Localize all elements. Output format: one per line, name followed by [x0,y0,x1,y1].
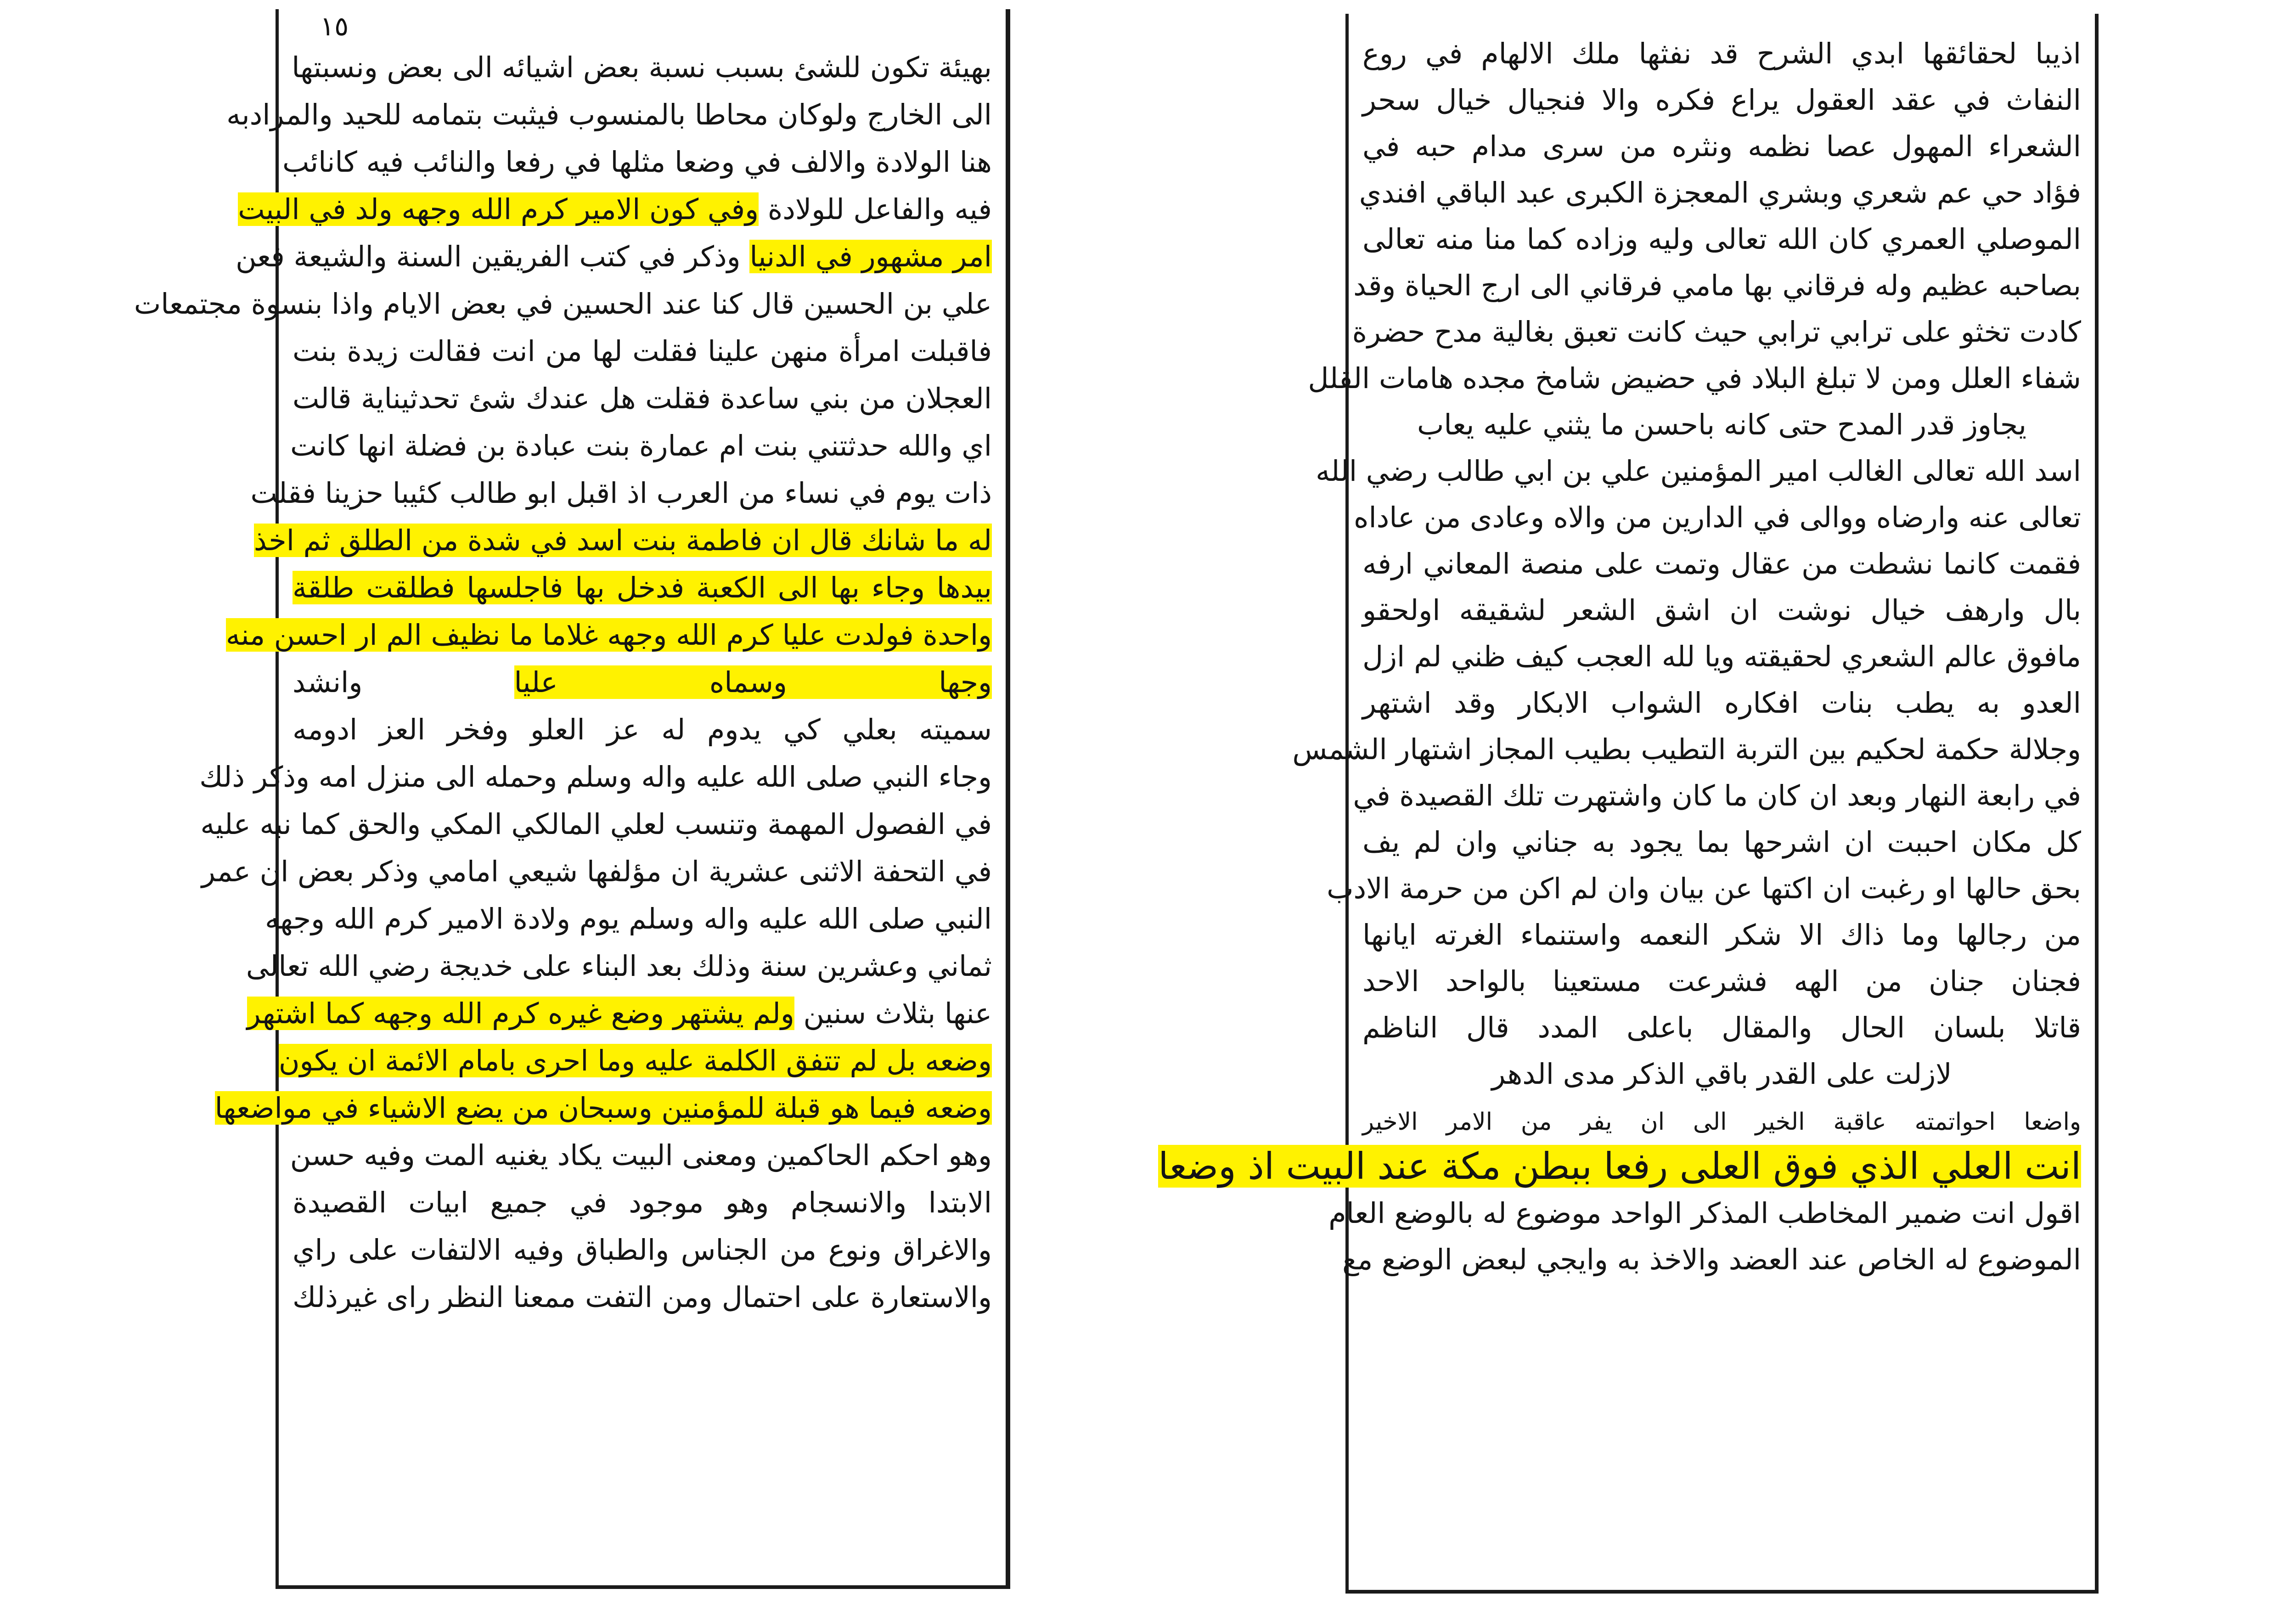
left-page-line [293,708,992,755]
line-text: اي والله حدثتني بنت ام عمارة بنت عبادة بن فضلة انها كانت [290,429,992,462]
line-text: هنا الولادة والالف في وضعا مثلها في رفعا والنائب فيه كانائب [282,145,992,179]
line-text: وهو احكم الحاكمين ومعنى البيت يكاد يغنيه المت وفيه حسن [290,1138,992,1172]
line-text: اقول انت ضمير المخاطب المذكر الواحد موضوع له بالوضع العام [1328,1196,2081,1230]
left-page-line [282,141,992,188]
line-text: تعالى عنه وارضاه ووالى في الدارين من والاه وعادى من عاداه [1353,501,2081,534]
line-text: النبي صلى الله عليه واله وسلم يوم ولادة الامير كرم الله وجهه [264,902,992,935]
line-text: ذات يوم في نساء من العرب اذ اقبل ابو طالب كئيبا حزينا فقلت [250,476,992,510]
left-page-line [225,614,992,661]
line-text: الشعراء المهول عصا نظمه ونثره من سرى مدام حبه في [1362,130,2081,163]
middle-page-line [1353,774,2081,821]
left-page-line [290,424,992,472]
middle-page-line [1362,913,2081,960]
middle-page-line [1362,32,2081,79]
line-text: في التحفة الاثنى عشرية ان مؤلفها شيعي امامي وذكر بعض ان عمر [201,855,992,888]
middle-page-line [1362,589,2081,635]
line-text: اسد الله تعالى الغالب امير المؤمنين علي بن ابي طالب رضي الله [1316,454,2081,488]
line-text: في الفصول المهمة وتنسب لعلي المالكي المكي والحق كما نبه عليه [200,807,992,841]
left-page-text-block [134,46,992,1323]
left-page-line [293,1276,992,1323]
middle-page-text-block [1158,32,2081,1284]
highlighted-text: ولم يشتهر وضع غيره كرم الله وجهه كما اشتهر [247,997,794,1030]
line-text: قاتلا بلسان الحال والمقال باعلى المدد قال الناظم [1362,1011,2081,1044]
highlighted-text: وضعه فيما هو قبلة للمؤمنين وسبحان من يضع الاشياء في مواضعها [214,1091,992,1125]
left-page-line [293,330,992,377]
line-text: العدو به يطب بنات افكاره الشواب الابكار وقد اشتهر [1362,686,2081,720]
line-text: بحق حالها او رغبت ان اكتها عن بيان وان لم اكن من حرمة الادب [1327,872,2081,905]
line-text: في رابعة النهار وبعد ان كان ما كان واشتهرت تلك القصيدة في [1353,779,2081,812]
line-text: ثماني وعشرين سنة وذلك بعد البناء على خديجة رضي الله تعالى [246,949,992,983]
line-text: الموضوع له الخاص عند العضد والاخذ به وايجي لبعض الوضع مع [1342,1243,2081,1276]
line-text: فؤاد حي عم شعري وبشري المعجزة الكبرى عبد الباقي افندي [1359,176,2081,209]
line-text: الى الخارج ولوكان محاطا بالمنسوب فيثبت بتمامه للحيد والمرادبه [226,98,992,131]
line-text: بال وارهف خيال نوشت ان اشق الشعر لشقيقه اولحقو [1362,593,2081,627]
middle-page-line [1342,1238,2081,1284]
line-text: فقمت كانما نشطت من عقال وتمت على منصة المعاني ارفه [1362,547,2081,580]
line-text: وجاء النبي صلى الله عليه واله وسلم وحمله الى منزل امه وذكر ذلك [199,760,992,794]
left-page-line [200,803,992,850]
middle-page-line [1316,450,2081,496]
highlighted-text: وضعه بل لم تتفق الكلمة عليه وما احرى بامام الائمة ان يكون [278,1044,992,1077]
line-text: عنها بثلاث سنين [803,997,992,1030]
line-text: فاقبلت امرأة منهن علينا فقلت لها من انت فقالت زيدة بنت [293,334,992,368]
line-text: سميته بعلي كي يدوم له عز العلو وفخر العز ادومه [293,713,992,746]
line-text: النفاث في عقد العقول يراع فكره والا فنجيال خيال سحر [1362,83,2081,117]
left-page-line [264,897,992,945]
left-page-line [293,46,992,93]
middle-page-line [1362,542,2081,589]
line-text-tail: وذكر في كتب الفريقين السنة والشيعة فعن [236,240,741,273]
highlighted-text: وفي كون الامير كرم الله وجهه ولد في البيت [238,192,759,226]
left-page-line [293,1181,992,1228]
left-page-line [247,992,992,1039]
line-text: فجنان جنان من الهه فشرعت مستعينا بالواحد الاحد [1362,964,2081,998]
line-text: كل مكان احببت ان اشرحها بما يجود به جناني وان لم يف [1362,825,2081,859]
middle-page-line [1327,867,2081,913]
left-page-line [236,235,992,282]
middle-page-line [1362,1053,2081,1099]
line-text: واضعا احواتمته عاقبة الخير الى ان يفر من الامر الاخير [1362,1108,2081,1136]
line-text: علي بن الحسين قال كنا عند الحسين في بعض الايام واذا بنسوة مجتمعات [134,287,992,321]
left-page-line [199,755,992,803]
middle-page-line [1352,310,2081,357]
middle-page-line [1353,496,2081,542]
highlighted-text: وجها وسماه عليا [514,665,992,699]
line-text-tail: وانشد [293,665,363,699]
left-page-line [293,1228,992,1276]
manuscript-page-left [134,9,1010,1589]
folio-number: ١٥ [320,11,349,42]
middle-page-line [1158,1145,2081,1192]
line-text: العجلان من بني ساعدة فقلت هل عندك شئ تحدثيناية قالت [293,382,992,415]
middle-page-line [1362,218,2081,264]
left-page-line [134,282,992,330]
middle-page-line [1359,171,2081,218]
highlighted-text: واحدة فولدت عليا كرم الله وجهه غلاما ما نظيف الم ار احسن منه [225,618,992,652]
left-page-line [214,1087,992,1134]
line-text: الابتدا والانسجام وهو موجود في جميع ابيات القصيدة [293,1186,992,1219]
middle-page-line [1328,1192,2081,1238]
left-page-line [290,1134,992,1181]
middle-page-line [1353,264,2081,310]
line-text: مافوق عالم الشعري لحقيقته ويا لله العجب كيف ظني لم ازل [1362,640,2081,673]
line-text: الموصلي العمري كان الله تعالى وليه وزاده كما منا منه تعالى [1362,222,2081,256]
line-text: فيه والفاعل للولادة [767,192,992,226]
middle-page-line [1362,1006,2081,1053]
left-page-line [293,661,992,708]
line-text: اذيبا لحقائقها ابدي الشرح قد نفثها ملك الالهام في روع [1362,37,2081,70]
highlighted-text: امر مشهور في الدنيا [749,240,992,273]
highlighted-text: له ما شانك قال ان فاطمة بنت اسد في شدة من الطلق ثم اخذ [253,524,992,557]
left-page-line [293,566,992,614]
line-text: لازلت على القدر باقي الذكر مدى الدهر [1491,1057,1952,1091]
middle-page-line [1362,1099,2081,1145]
middle-page-line [1362,403,2081,450]
left-page-line [238,188,992,235]
highlighted-text: انت العلي الذي فوق العلى رفعا ببطن مكة عند البيت اذ وضعا [1158,1145,2081,1188]
middle-page-line [1362,821,2081,867]
line-text: من رجالها وما ذاك الا شكر النعمه واستنماء الغرته ايانها [1362,918,2081,952]
line-text: بصاحبه عظيم وله فرقاني بها مامي فرقاني الى ارج الحياة وقد [1353,269,2081,302]
line-text: والاغراق ونوع من الجناس والطباق وفيه الالتفات على راي [293,1233,992,1267]
line-text: والاستعارة على احتمال ومن التفت ممعنا النظر راى غيرذلك [293,1280,992,1314]
manuscript-page-middle [1158,14,2099,1594]
left-page-line [226,93,992,141]
left-page-line [201,850,992,897]
middle-page-line [1308,357,2081,403]
middle-page-line [1362,125,2081,171]
left-page-line [253,519,992,566]
line-text: شفاء العلل ومن لا تبلغ البلاد في حضيض شامخ مجده هامات القلل [1308,361,2081,395]
middle-page-line [1362,682,2081,728]
left-page-line [278,1039,992,1087]
line-text: بهيئة تكون للشئ بسبب نسبة بعض اشيائه الى بعض ونسبتها [292,51,992,84]
left-page-line [293,377,992,424]
line-text: وجلالة حكمة لحكيم بين التربة التطيب بطيب المجاز اشتهار الشمس [1292,732,2081,766]
middle-page-line [1362,79,2081,125]
line-text: كادت تخثو على ترابي ترابي حيث كانت تعبق بغالية مدح حضرة [1352,315,2081,349]
middle-page-line [1292,728,2081,774]
left-page-line [250,472,992,519]
left-page-line [246,945,992,992]
line-text: يجاوز قدر المدح حتى كانه باحسن ما يثني عليه يعاب [1417,408,2026,441]
middle-page-line [1362,960,2081,1006]
highlighted-text: بيدها وجاء بها الى الكعبة فدخل بها فاجلسها فطلقت طلقة [293,571,992,604]
middle-page-line [1362,635,2081,682]
